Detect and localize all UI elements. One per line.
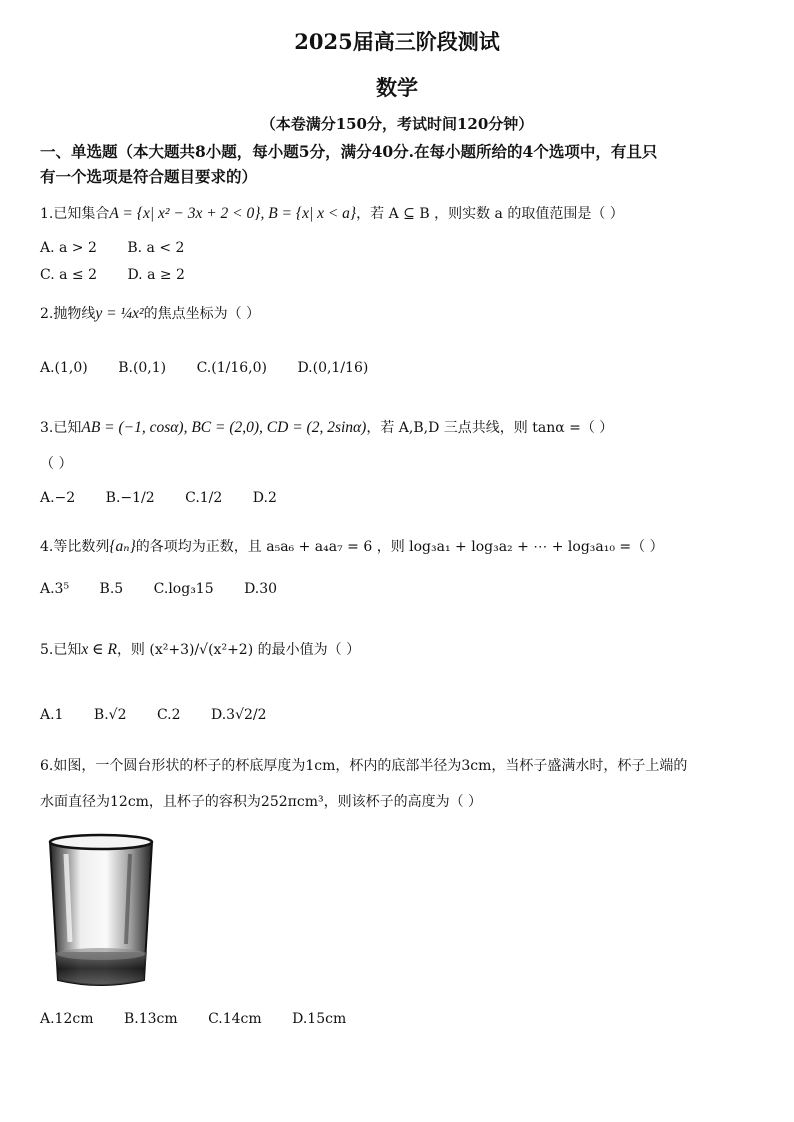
q3-stem-pre: 3.已知 xyxy=(40,420,82,436)
question-2-stem xyxy=(40,303,260,323)
q6-option-a: A.12cm xyxy=(40,1011,94,1027)
q5-option-a: A.1 xyxy=(40,707,64,723)
q2-stem-math: y = ¼x² xyxy=(95,305,144,322)
q5-option-d: D.3√2/2 xyxy=(210,707,267,723)
q1-stem-pre: 1.已知集合 xyxy=(40,206,110,222)
q1-option-a: A. a > 2 xyxy=(40,240,97,256)
q4-stem-math: {aₙ} xyxy=(109,538,136,555)
q1-stem-math: A = {x| x² − 3x + 2 < 0}, B = {x| x < a} xyxy=(109,205,357,222)
exam-info: （本卷满分150分，考试时间120分钟） xyxy=(260,115,534,133)
q3-stem-post: ，若 A,B,D 三点共线，则 tanα =（ ） xyxy=(366,420,614,436)
question-4-stem xyxy=(40,536,664,556)
question-5-stem xyxy=(40,639,360,659)
question-6-options xyxy=(40,1011,372,1027)
q4-stem-pre: 4.等比数列 xyxy=(40,539,110,555)
q2-option-b: B.(0,1) xyxy=(118,360,167,376)
question-1-options-row1 xyxy=(40,240,210,256)
q1-stem-post: ，若 A ⊆ B ，则实数 a 的取值范围是（ ） xyxy=(356,206,624,222)
q4-option-a: A.3⁵ xyxy=(40,581,70,597)
glass-cup-icon xyxy=(46,832,156,992)
question-3-stem xyxy=(40,417,613,437)
q6-option-c: C.14cm xyxy=(208,1011,262,1027)
q1-option-d: D. a ≥ 2 xyxy=(127,267,185,283)
q2-option-d: D.(0,1/16) xyxy=(297,360,369,376)
q5-stem-post: ，则 (x²+3)/√(x²+2) 的最小值为（ ） xyxy=(116,642,361,658)
q5-stem-pre: 5.已知 xyxy=(40,642,82,658)
q4-option-c: C.log₃15 xyxy=(153,581,214,597)
q4-stem-post: 的各项均为正数，且 a₅a₆ + a₄a₇ = 6 ，则 log₃a₁ + log₃a₂ + ⋯ + log₃a₁₀ =（ ） xyxy=(135,539,664,555)
subject-title: 数学 xyxy=(376,75,418,100)
q2-option-c: C.(1/16,0) xyxy=(196,360,267,376)
question-1-options-row2 xyxy=(40,267,211,283)
q6-option-b: B.13cm xyxy=(123,1011,178,1027)
exam-title: 2025届高三阶段测试 xyxy=(294,29,500,54)
q6-option-d: D.15cm xyxy=(292,1011,347,1027)
q5-stem-math: x ∈ R xyxy=(81,641,117,658)
section-heading-line2: 有一个选项是符合题目要求的） xyxy=(40,167,258,186)
q4-option-d: D.30 xyxy=(244,581,278,597)
question-5-options xyxy=(40,707,293,723)
q3-option-b: B.−1/2 xyxy=(105,490,155,506)
q5-option-b: B.√2 xyxy=(93,707,127,723)
q2-stem-post: 的焦点坐标为（ ） xyxy=(143,306,261,322)
q1-option-b: B. a < 2 xyxy=(127,240,185,256)
question-4-options xyxy=(40,581,303,597)
q2-stem-pre: 2.抛物线 xyxy=(40,306,96,322)
question-1-stem xyxy=(40,203,624,223)
question-6-stem-line2: 水面直径为12cm，且杯子的容积为252πcm³，则该杯子的高度为（ ） xyxy=(40,794,483,810)
question-2-options xyxy=(40,360,394,376)
q4-option-b: B.5 xyxy=(99,581,124,597)
q3-stem-math: AB = (−1, cosα), BC = (2,0), CD = (2, 2sinα) xyxy=(81,419,367,436)
q5-option-c: C.2 xyxy=(156,707,181,723)
q3-option-a: A.−2 xyxy=(40,490,76,506)
q3-option-c: C.1/2 xyxy=(185,490,223,506)
question-6-stem-line1: 6.如图，一个圆台形状的杯子的杯底厚度为1cm，杯内的底部半径为3cm，当杯子盛满水时，杯子上端的 xyxy=(40,758,688,774)
section-heading-line1: 一、单选题（本大题共8小题，每小题5分，满分40分.在每小题所给的4个选项中，有且只 xyxy=(40,142,658,161)
question-3-options xyxy=(40,490,303,506)
q2-option-a: A.(1,0) xyxy=(40,360,88,376)
q3-option-d: D.2 xyxy=(252,490,277,506)
q1-option-c: C. a ≤ 2 xyxy=(40,267,97,283)
question-3-stem-extra: （ ） xyxy=(40,456,73,472)
